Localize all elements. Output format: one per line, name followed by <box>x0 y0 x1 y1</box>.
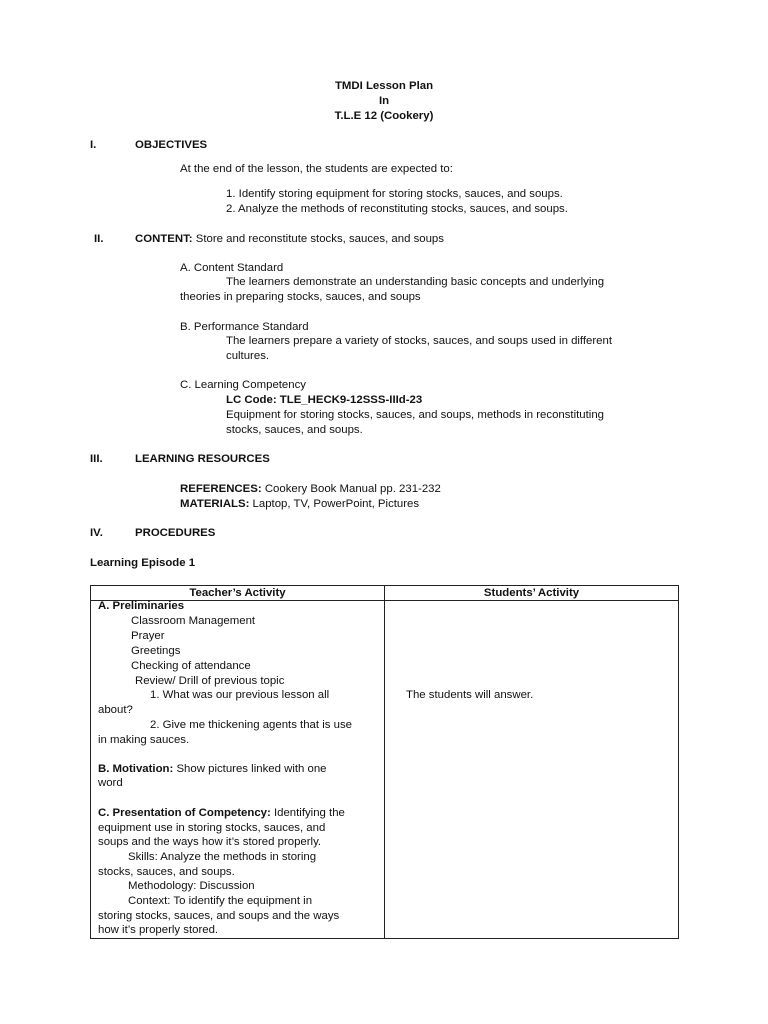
table-header-students: Students’ Activity <box>483 587 580 599</box>
document-title-in: In <box>378 95 390 107</box>
student-answer: The students will answer. <box>406 689 534 701</box>
preliminary-item: Greetings <box>131 645 181 657</box>
objectives-intro: At the end of the lesson, the students are expected to: <box>180 163 453 175</box>
objective-item: 1. Identify storing equipment for storing stocks, sauces, and soups. <box>226 188 563 200</box>
context-line: Context: To identify the equipment in <box>128 895 313 907</box>
section-num-procedures: IV. <box>90 527 103 539</box>
presentation-line <box>98 806 345 820</box>
review-question: about? <box>98 704 133 716</box>
references-label: REFERENCES: <box>180 483 262 495</box>
motivation-text: Show pictures linked with one <box>173 763 327 775</box>
section-heading-procedures: PROCEDURES <box>135 527 216 539</box>
materials-value: Laptop, TV, PowerPoint, Pictures <box>249 498 420 510</box>
section-heading-resources: LEARNING RESOURCES <box>135 453 270 465</box>
review-question: 1. What was our previous lesson all <box>150 689 330 701</box>
preliminary-item: Checking of attendance <box>131 660 251 672</box>
references-value: Cookery Book Manual pp. 231-232 <box>261 483 441 495</box>
skills-line: Skills: Analyze the methods in storing <box>128 851 317 863</box>
preliminary-item: Prayer <box>131 630 165 642</box>
document-title: TMDI Lesson Plan <box>334 80 434 92</box>
section-heading-content: CONTENT: <box>135 233 193 245</box>
learning-competency-heading: C. Learning Competency <box>180 379 306 391</box>
references-line <box>180 482 441 496</box>
preliminaries-heading: A. Preliminaries <box>98 600 185 612</box>
review-question: in making sauces. <box>98 734 190 746</box>
section-heading-objectives: OBJECTIVES <box>135 139 208 151</box>
section-num-objectives: I. <box>90 139 97 151</box>
motivation-cont: word <box>98 777 123 789</box>
table-column-divider <box>384 586 385 938</box>
competency-line: stocks, sauces, and soups. <box>226 424 363 436</box>
table-header-teacher: Teacher’s Activity <box>189 587 286 599</box>
performance-standard-line: cultures. <box>226 350 270 362</box>
presentation-cont: soups and the ways how it’s stored properly. <box>98 836 322 848</box>
review-question: 2. Give me thickening agents that is use <box>150 719 352 731</box>
preliminary-item: Classroom Management <box>131 615 256 627</box>
presentation-text: Identifying the <box>270 807 345 819</box>
performance-standard-heading: B. Performance Standard <box>180 321 309 333</box>
objective-item: 2. Analyze the methods of reconstituting stocks, sauces, and soups. <box>226 203 568 215</box>
content-standard-line: theories in preparing stocks, sauces, and soups <box>180 291 421 303</box>
performance-standard-line: The learners prepare a variety of stocks, sauces, and soups used in different <box>226 335 613 347</box>
materials-line <box>180 497 419 511</box>
presentation-cont: equipment use in storing stocks, sauces, and <box>98 822 326 834</box>
learning-episode-label: Learning Episode 1 <box>90 557 196 569</box>
context-line: how it’s properly stored. <box>98 924 219 936</box>
document-subject: T.L.E 12 (Cookery) <box>334 110 434 122</box>
content-text: Store and reconstitute stocks, sauces, and soups <box>192 233 444 245</box>
content-standard-line: The learners demonstrate an understanding basic concepts and underlying <box>226 276 605 288</box>
section-content-line <box>135 232 444 246</box>
skills-line: stocks, sauces, and soups. <box>98 866 235 878</box>
presentation-label: C. Presentation of Competency: <box>98 807 271 819</box>
motivation-line <box>98 762 327 776</box>
section-num-resources: III. <box>90 453 103 465</box>
materials-label: MATERIALS: <box>180 498 250 510</box>
section-num-content: II. <box>94 233 104 245</box>
methodology-line: Methodology: Discussion <box>128 880 255 892</box>
preliminary-item: Review/ Drill of previous topic <box>135 675 285 687</box>
context-line: storing stocks, sauces, and soups and the ways <box>98 910 340 922</box>
lc-code: LC Code: TLE_HECK9-12SSS-IIId-23 <box>226 394 423 406</box>
motivation-label: B. Motivation: <box>98 763 174 775</box>
content-standard-heading: A. Content Standard <box>180 262 284 274</box>
competency-line: Equipment for storing stocks, sauces, and soups, methods in reconstituting <box>226 409 604 421</box>
